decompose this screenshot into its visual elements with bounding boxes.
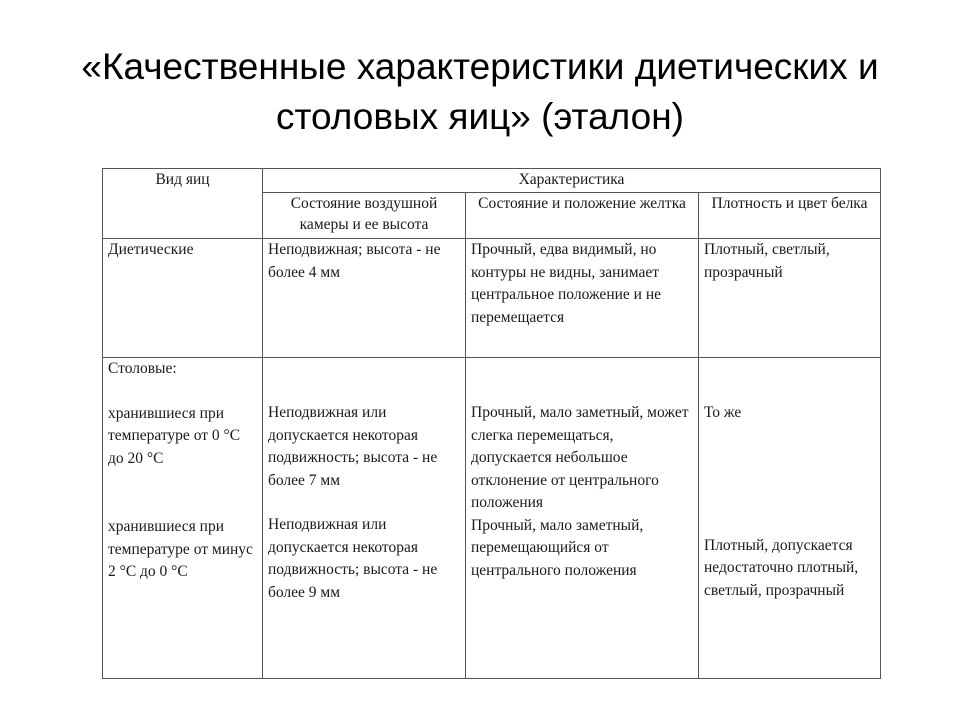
title-line-1: «Качественные характеристики диетических и <box>81 46 879 87</box>
header-characteristic: Характеристика <box>263 169 881 193</box>
dietary-white: Плотный, светлый, прозрачный <box>699 239 881 358</box>
egg-characteristics-table <box>102 168 881 679</box>
table-eggs-air-cell <box>263 358 466 679</box>
header-egg-type: Вид яиц <box>103 169 263 239</box>
dietary-yolk: Прочный, едва видимый, но контуры не видны, занимает центральное положение и не перемещается <box>466 239 699 358</box>
row-table-eggs <box>103 358 881 679</box>
header-white: Плотность и цвет белка <box>699 193 881 239</box>
header-yolk: Состояние и положение желтка <box>466 193 699 239</box>
title-line-2: столовых яиц» (эталон) <box>276 96 684 137</box>
dietary-type: Диетические <box>103 239 263 358</box>
dietary-air-chamber: Неподвижная; высота - не более 4 мм <box>263 239 466 358</box>
storage-minus2-0-label: хранившиеся при температуре от минус 2 °С до 0 °С <box>108 518 253 580</box>
storage-0-20-air: Неподвижная или допускается некоторая подвижность; высота - не более 7 мм <box>268 404 438 489</box>
storage-0-20-white: То же <box>704 404 742 421</box>
storage-minus2-0-white: Плотный, допускается недостаточно плотный, светлый, прозрачный <box>704 536 859 599</box>
storage-minus2-0-yolk: Прочный, мало заметный, перемещающийся от центрального положения <box>471 516 644 579</box>
table-eggs-yolk-cell <box>466 358 699 679</box>
header-air-chamber: Состояние воздушной камеры и ее высота <box>263 193 466 239</box>
storage-minus2-0-air: Неподвижная или допускается некоторая подвижность; высота - не более 9 мм <box>268 516 438 601</box>
slide-title <box>30 42 930 142</box>
storage-0-20-yolk: Прочный, мало заметный, может слегка перемещаться, допускается небольшое отклонение от центрального положения <box>471 404 689 511</box>
storage-0-20-label: хранившиеся при температуре от 0 °С до 20 °С <box>108 404 241 467</box>
table-eggs-white-cell <box>699 358 881 679</box>
table-eggs-type: Столовые: <box>108 360 177 377</box>
header-row-1 <box>103 169 881 193</box>
table-eggs-type-cell <box>103 358 263 679</box>
row-dietary <box>103 239 881 358</box>
